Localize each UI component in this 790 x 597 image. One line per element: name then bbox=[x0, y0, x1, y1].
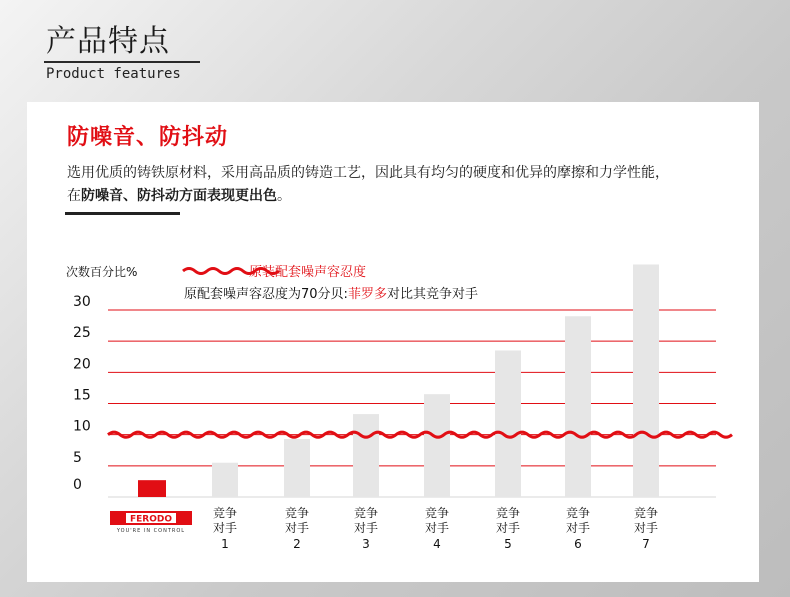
bar-competitor-5 bbox=[495, 351, 521, 497]
y-tick-label: 30 bbox=[73, 294, 91, 310]
description-suffix: 。 bbox=[277, 188, 291, 204]
category-label-line1: 竞争 bbox=[633, 506, 659, 520]
legend-label: 原装配套噪声容忍度 bbox=[249, 265, 367, 280]
category-label-line2: 对手 bbox=[633, 521, 659, 535]
category-number: 2 bbox=[293, 537, 301, 551]
category-label-line1: 竞争 bbox=[565, 506, 591, 520]
bar-competitor-7 bbox=[633, 264, 659, 497]
category-label-line2: 对手 bbox=[353, 521, 379, 535]
bar-competitor-2 bbox=[284, 439, 310, 497]
header-title: 产品特点 bbox=[46, 24, 170, 59]
bar-competitor-1 bbox=[212, 463, 238, 497]
section-title: 防噪音、防抖动 bbox=[67, 125, 229, 150]
note-prefix: 原配套噪声容忍度为70分贝: bbox=[184, 287, 348, 302]
category-number: 6 bbox=[574, 537, 582, 551]
y-tick-label: 15 bbox=[73, 387, 91, 404]
bar-ferodo bbox=[138, 480, 166, 497]
category-label-line2: 对手 bbox=[495, 521, 521, 535]
brand-tagline: YOU'RE IN CONTROL bbox=[116, 528, 186, 534]
description-line-1: 选用优质的铸铁原材料，采用高品质的铸造工艺，因此具有均匀的硬度和优异的摩擦和力学性能， bbox=[67, 165, 669, 181]
bar-competitor-6 bbox=[565, 316, 591, 497]
category-number: 4 bbox=[433, 537, 441, 551]
bar-competitor-3 bbox=[353, 414, 379, 497]
category-number: 3 bbox=[362, 537, 370, 551]
category-label-line1: 竞争 bbox=[424, 506, 450, 520]
description-prefix: 在 bbox=[67, 188, 81, 204]
note-brand: 菲罗多 bbox=[347, 287, 387, 302]
brand-logo-text: FERODO bbox=[130, 514, 172, 525]
y-tick-label: 25 bbox=[73, 325, 91, 342]
y-tick-label: 20 bbox=[73, 356, 91, 373]
category-number: 5 bbox=[504, 537, 512, 551]
header-subtitle: Product features bbox=[46, 66, 181, 82]
description-highlight: 防噪音、防抖动方面表现更出色 bbox=[81, 188, 277, 204]
y-tick-label: 10 bbox=[73, 418, 91, 435]
bar-competitor-4 bbox=[424, 394, 450, 497]
category-label-line1: 竞争 bbox=[212, 506, 238, 520]
category-label-line1: 竞争 bbox=[495, 506, 521, 520]
note-suffix: 对比其竞争对手 bbox=[386, 287, 478, 302]
y-tick-label: 0 bbox=[73, 477, 82, 493]
category-label-line2: 对手 bbox=[565, 521, 591, 535]
category-label-line2: 对手 bbox=[284, 521, 310, 535]
y-tick-label: 5 bbox=[73, 449, 82, 466]
category-label-line2: 对手 bbox=[424, 521, 450, 535]
chart-note bbox=[184, 286, 478, 302]
category-label-line1: 竞争 bbox=[353, 506, 379, 520]
category-label-line2: 对手 bbox=[212, 521, 238, 535]
category-label-line1: 竞争 bbox=[284, 506, 310, 520]
y-axis-label: 次数百分比% bbox=[66, 265, 138, 279]
category-number: 7 bbox=[642, 537, 650, 551]
category-number: 1 bbox=[221, 537, 229, 551]
